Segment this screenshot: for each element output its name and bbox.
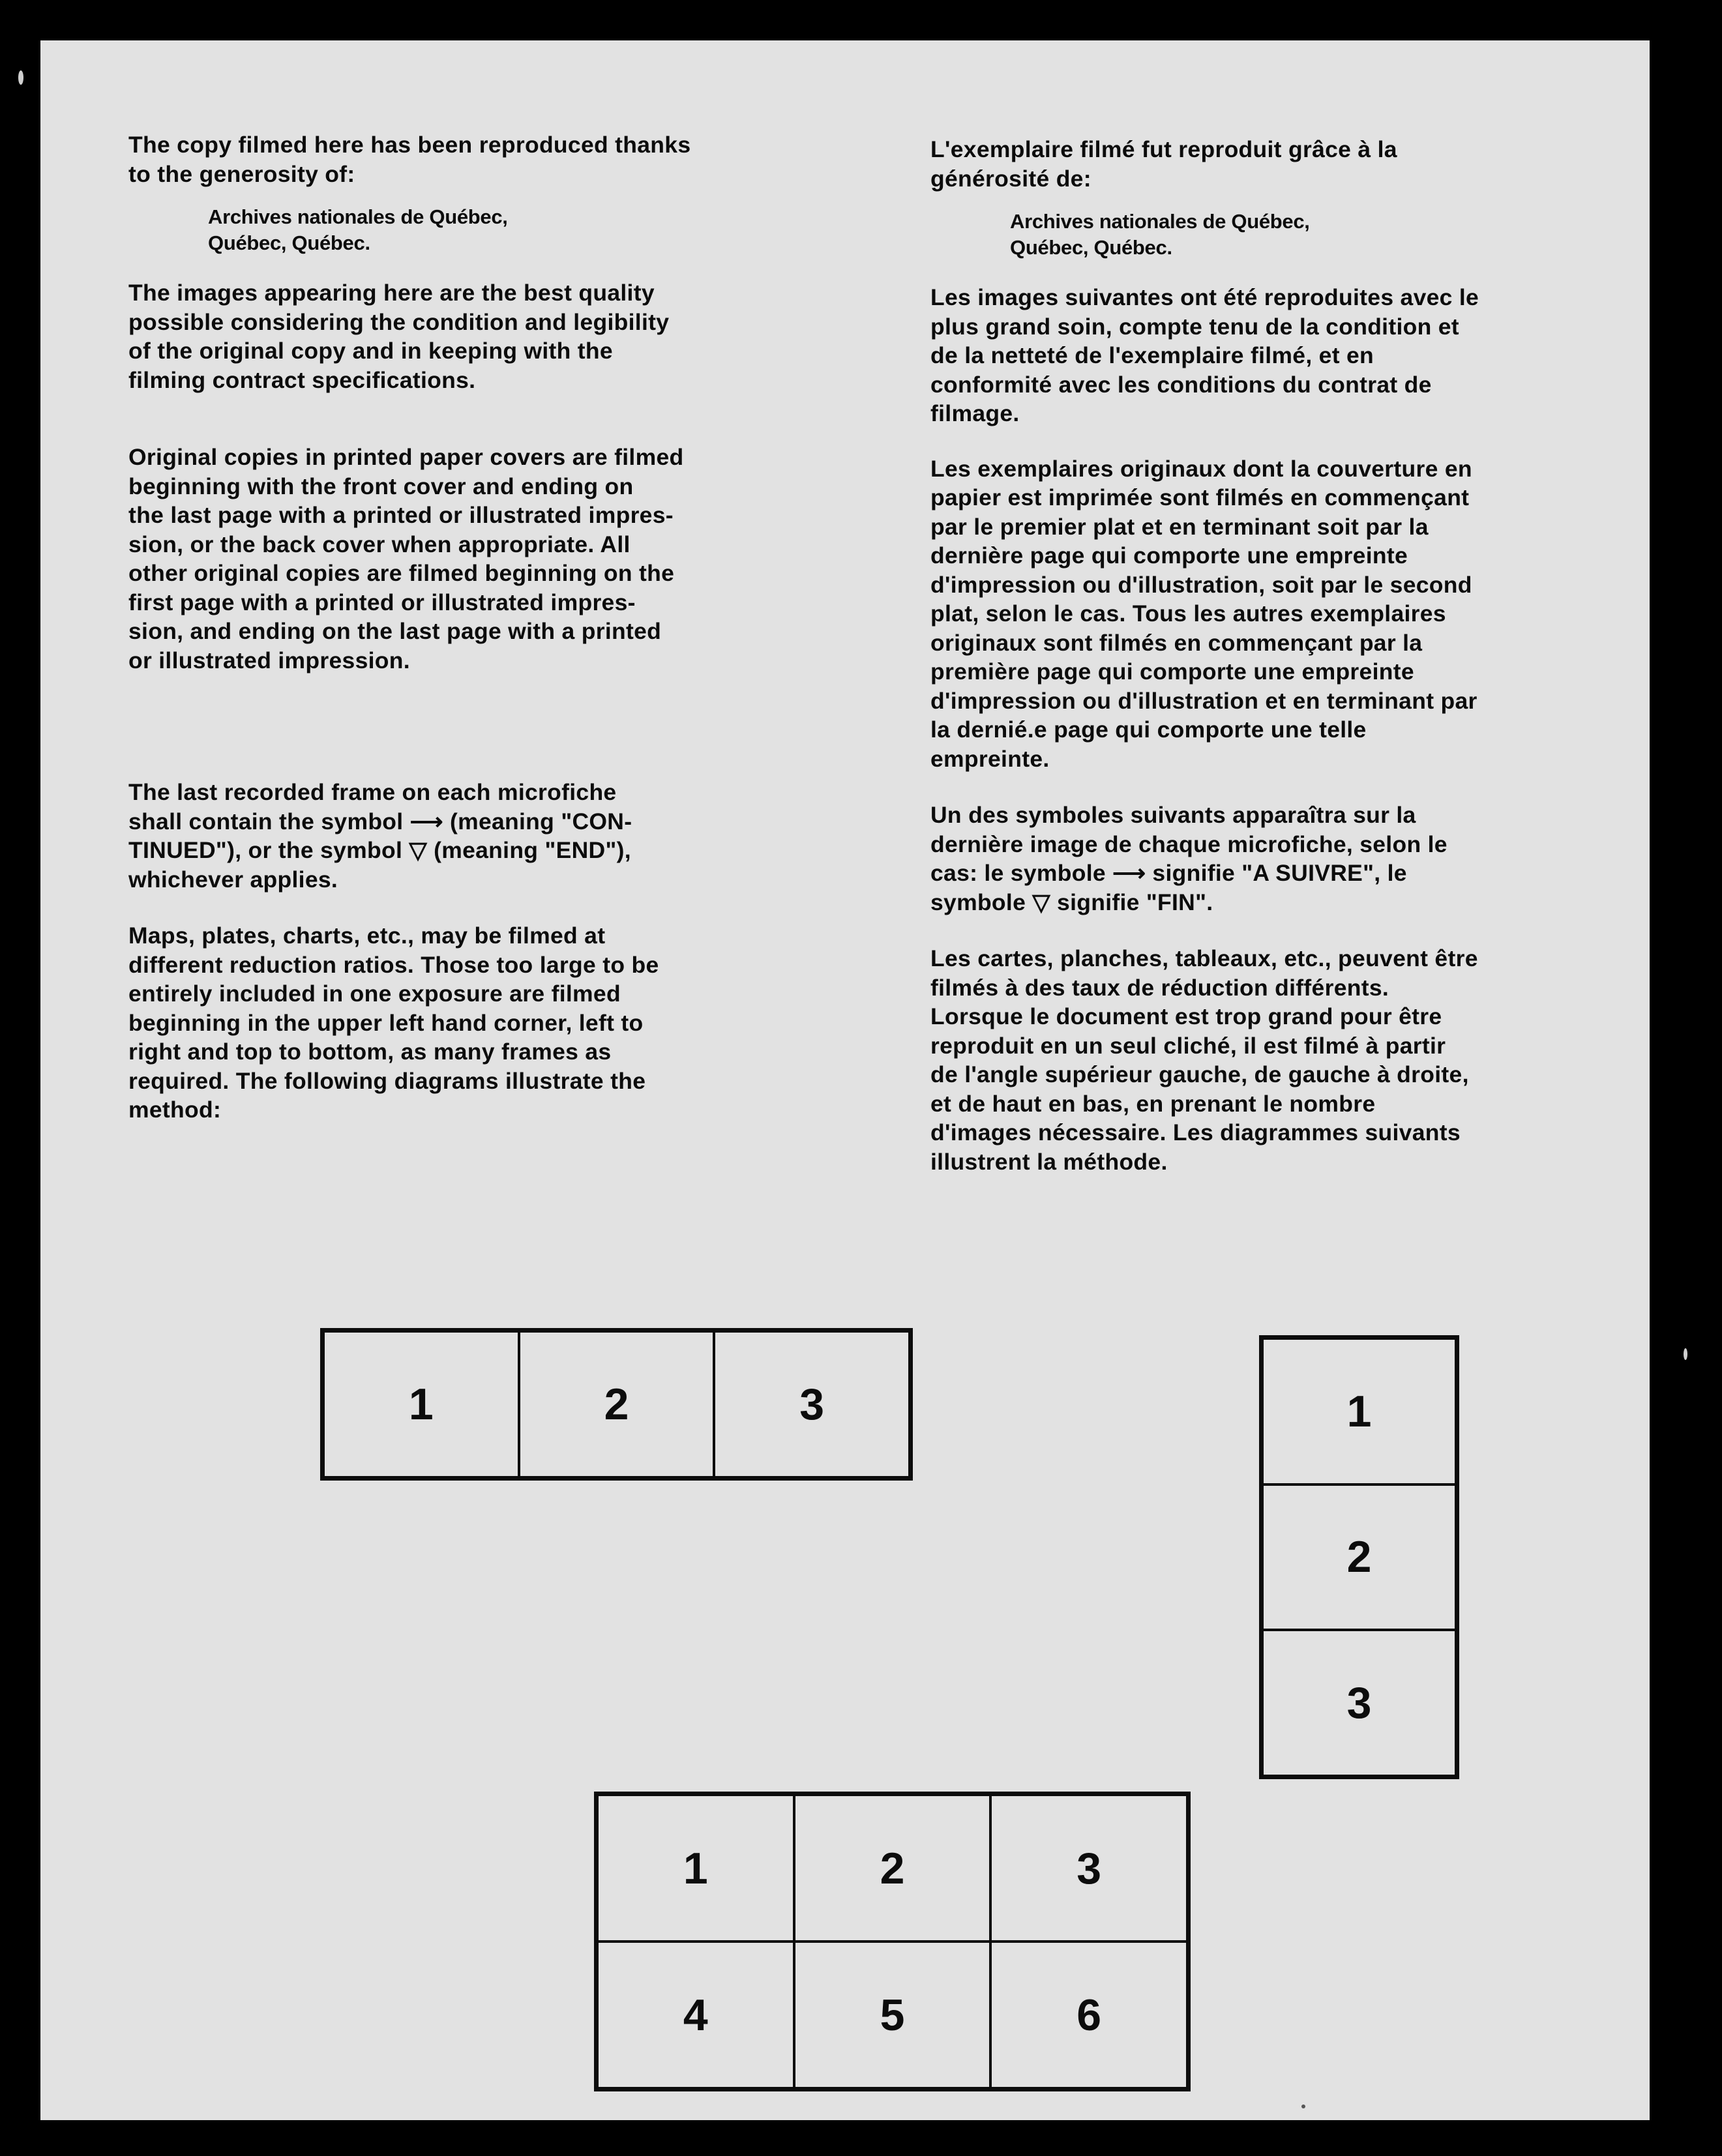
diagram-cell: 2 bbox=[1262, 1484, 1456, 1631]
diagram-three-across bbox=[320, 1328, 913, 1481]
diagram-cell: 1 bbox=[323, 1331, 519, 1477]
diagram-two-by-three bbox=[594, 1792, 1191, 2091]
english-symbols-paragraph: The last recorded frame on each microfiche shall contain the symbol ⟶ (meaning "CON- TINUED"), or the symbol ▽ (meaning "END"), whichever applies. bbox=[128, 779, 632, 893]
french-symbols-paragraph: Un des symboles suivants apparaîtra sur la dernière image de chaque microfiche, selon le cas: le symbole ⟶ signifie "A SUIVRE", le symbole ▽ signifie "FIN". bbox=[930, 802, 1447, 915]
film-speck bbox=[18, 70, 23, 85]
diagram-cell: 3 bbox=[990, 1795, 1187, 1942]
english-intro: The copy filmed here has been reproduced thanks to the generosity of: bbox=[128, 132, 691, 187]
french-column bbox=[930, 135, 1635, 1176]
diagram-cell: 2 bbox=[794, 1795, 991, 1942]
diagram-cell: 1 bbox=[1262, 1338, 1456, 1484]
french-maps-paragraph: Les cartes, planches, tableaux, etc., peuvent être filmés à des taux de réduction différents. Lorsque le document est trop grand pour être reproduit en un seul cliché, il est filmé à partir de l'angle supérieur gauche, de gauche à droite, et de haut en bas, en prenant le nombre d'images nécessaire. Les diagrammes suivants illustrent la méthode. bbox=[930, 945, 1478, 1175]
film-speck bbox=[1684, 1348, 1687, 1360]
french-intro: L'exemplaire filmé fut reproduit grâce à la générosité de: bbox=[930, 136, 1397, 192]
english-quality-paragraph: The images appearing here are the best quality possible considering the condition and legibility of the original copy and in keeping with the filming contract specifications. bbox=[128, 280, 670, 393]
diagram-cell: 5 bbox=[794, 1942, 991, 2088]
microfiche-target-sheet bbox=[40, 40, 1650, 2120]
diagram-three-down bbox=[1259, 1335, 1459, 1779]
english-covers-paragraph: Original copies in printed paper covers are filmed beginning with the front cover and ending on the last page with a printed or illustrated impres- sion, or the back cover when appropriate. All other original copies are filmed beginning on the first page with a printed or illustrated impres- sion, and ending on the last page with a printed or illustrated impression. bbox=[128, 444, 684, 673]
french-covers-paragraph: Les exemplaires originaux dont la couverture en papier est imprimée sont filmés en commençant par le premier plat et en terminant soit par la dernière page qui comporte une empreinte d'impression ou d'illustration, soit par le second plat, selon le cas. Tous les autres exemplaires originaux sont filmés en commençant par la première page qui comporte une empreinte d'impression ou d'illustration et en terminant par la dernié.e page qui comporte une telle empreinte. bbox=[930, 455, 1477, 772]
diagram-cell: 6 bbox=[990, 1942, 1187, 2088]
english-maps-paragraph: Maps, plates, charts, etc., may be filmed at different reduction ratios. Those too large to be entirely included in one exposure are filmed beginning in the upper left hand corner, left to right and top to bottom, as many frames as required. The following diagrams illustrate the method: bbox=[128, 923, 659, 1123]
english-institution: Archives nationales de Québec, Québec, Québec. bbox=[208, 205, 508, 254]
french-quality-paragraph: Les images suivantes ont été reproduites avec le plus grand soin, compte tenu de la condition et de la netteté de l'exemplaire filmé, et en conformité avec les conditions du contrat de filmage. bbox=[930, 284, 1479, 426]
diagram-cell: 2 bbox=[519, 1331, 715, 1477]
french-institution: Archives nationales de Québec, Québec, Québec. bbox=[1010, 210, 1310, 259]
diagram-cell: 1 bbox=[597, 1795, 794, 1942]
diagram-cell: 4 bbox=[597, 1942, 794, 2088]
film-speck bbox=[1301, 2104, 1305, 2108]
diagram-cell: 3 bbox=[1262, 1630, 1456, 1776]
diagram-cell: 3 bbox=[714, 1331, 910, 1477]
english-column bbox=[128, 130, 800, 1125]
